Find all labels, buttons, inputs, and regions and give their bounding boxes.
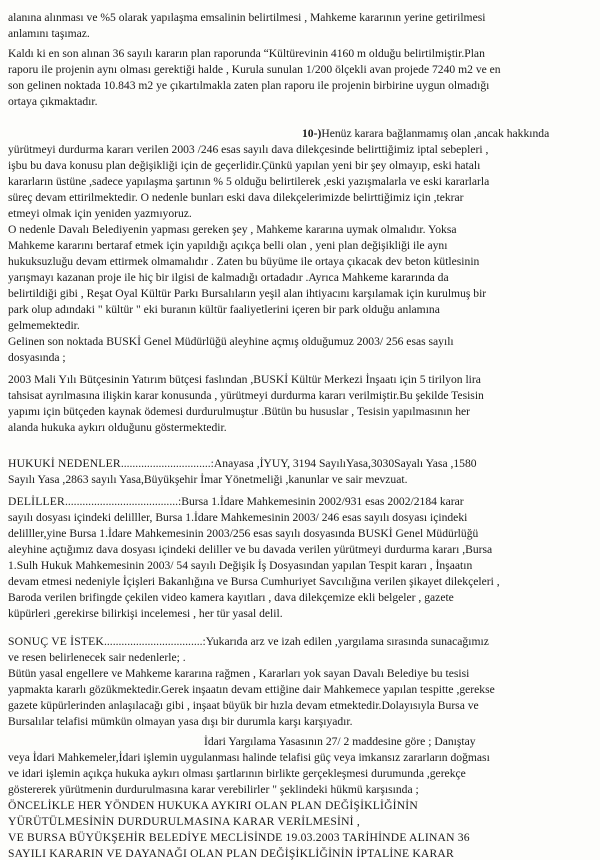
text-line: [8, 634, 592, 650]
text-line: Sayılı Yasa ,2863 sayılı Yasa,Büyükşehir İmar Yönetmeliği ,kanunlar ve sair mevzuat.: [8, 473, 408, 486]
law-article-paragraph: [8, 734, 592, 798]
text-line: Bütün yasal engellere ve Mahkeme kararına rağmen , Kararları yok sayan Davalı Belediye bu tesisi: [8, 667, 470, 680]
text-fragment: İdari Yargılama Yasasının 27/ 2 maddesine göre ; Danıştay: [204, 735, 476, 748]
text-line: süreç devam ettirilmektedir. O nedenle bunları eski dava dilekçelerimizde belirttiğimiz için ,tekrar: [8, 191, 464, 204]
text-line: aleyhine açtığımız dava dosyası içindeki deliller ve bu davada verilen yürütmeyi durdurma kararı ,Bursa: [8, 543, 493, 556]
text-line: delilller,yine Bursa 1.İdare Mahkemesinin 2003/256 esas sayılı dosyasında BUSKİ Genel Müdürlüğü: [8, 527, 479, 540]
text-line: Baroda verilen brifingde çekilen video kamera kayıtları , dava dilekçemize ekli belgeler , gazete: [8, 591, 454, 604]
paragraph-6: [8, 372, 592, 436]
final-request: [8, 798, 592, 860]
text-line: ortaya çıkmaktadır.: [8, 95, 98, 108]
text-line: tahsisat ayrılmasına ilişkin karar konusunda , yürütmeyi durdurma kararı verilmiştir.Bu şekilde Tesisin: [8, 389, 484, 402]
text-line: Kaldı ki en son alınan 36 sayılı kararın plan raporunda “Kültürevinin 4160 m olduğu belirtilmiştir.Plan: [8, 47, 485, 60]
leader-dots: ..................................: [104, 635, 203, 648]
text-fragment: :Anayasa ,İYUY, 3194 SayılıYasa,3030Sayalı Yasa ,1580: [210, 457, 477, 470]
paragraph-2: [8, 46, 592, 110]
paragraph-4: [8, 222, 592, 334]
text-line: devam etmesi nedeniyle İçişleri Bakanlığına ve Bursa Cumhuriyet Savcılığına verilen şikayet dilekçeleri ,: [8, 575, 500, 588]
text-line: Bursalılar telafisi mümkün olmayan yasa dışı bir durumla karşı karşıyadır.: [8, 715, 353, 728]
text-line: göstererek yürütmenin durdurulmasına karar verebilirler " şeklindeki hükmü karşısında ;: [8, 783, 419, 796]
text-line: park olup adındaki " kültür " eki buranın kültür faaliyetlerini içeren bir park olduğu anlamına: [8, 303, 440, 316]
text-line: alanda hukuka aykırı olduğunu göstermektedir.: [8, 421, 227, 434]
text-line: O nedenle Davalı Belediyenin yapması gereken şey , Mahkeme kararına uymak olmalıdır. Yoksa: [8, 223, 457, 236]
section-heading: DELİLLER: [8, 495, 65, 508]
text-line: etmeyi olmak için yeniden yazmıyoruz.: [8, 207, 192, 220]
text-line: ve idari işlemin açıkça hukuka aykırı olması şartlarının birlikte gerçekleşmesi durumunda ,gerekçe: [8, 767, 466, 780]
text-line: ve resen belirlenecek sair nedenlerle; .: [8, 651, 186, 664]
section-heading: SONUÇ VE İSTEK: [8, 635, 104, 648]
text-line: alanına alınması ve %5 olarak yapılaşma emsalinin belirtilmesi , Mahkeme kararının yerine getirilmesi: [8, 11, 486, 24]
text-line: hukuksuzluğu devam ettirmek olmamalıdır . Zaten bu büyüme ile ortaya çıkacak dev beton kütlesinin: [8, 255, 480, 268]
text-line: yapımı için bütçeden kaynak ödemesi durdurulmuştur .Bütün bu hususlar , Tesisin yapılmasının her: [8, 405, 471, 418]
text-line: [8, 456, 592, 472]
text-line: [8, 734, 592, 750]
text-line: 1.Sulh Hukuk Mahkemesinin 2003/ 54 sayılı Değişik İş Dosyasından yapılan Tespit kararı , İnşaatın: [8, 559, 473, 572]
text-line: gelmemektedir.: [8, 319, 80, 332]
text-line: veya İdari Mahkemeler,İdari işlemin uygulanması halinde telafisi güç veya imkansız zararların doğması: [8, 751, 490, 764]
text-line: Mahkeme kararını bertaraf etmek için yapıldığı açıkça belli olan , yeni plan değişikliği ile aynı: [8, 239, 448, 252]
text-line: yürütmeyi durdurma kararı verilen 2003 /246 esas sayılı dava dilekçesinde belirttiğimiz iptal sebepleri ,: [8, 143, 489, 156]
text-line: raporu ile projenin aynı olması gerektiği halde , Kurula sunulan 1/200 ölçekli avan projede 7240 m2 ve en: [8, 63, 501, 76]
text-line: YÜRÜTÜLMESİNİN DURDURULMASINA KARAR VERİLMESİNİ ,: [8, 815, 360, 828]
leader-dots: ...............................: [120, 457, 211, 470]
text-line: SAYILI KARARIN VE DAYANAĞI OLAN PLAN DEĞİŞİKLİĞİNİN İPTALİNE KARAR: [8, 847, 454, 860]
text-line: [8, 494, 592, 510]
leader-dots: .......................................: [64, 495, 179, 508]
text-line: VE BURSA BÜYÜKŞEHİR BELEDİYE MECLİSİNDE 19.03.2003 TARİHİNDE ALINAN 36: [8, 831, 470, 844]
section-heading: HUKUKİ NEDENLER: [8, 457, 121, 470]
paragraph-3: [8, 126, 592, 222]
text-line: 2003 Mali Yılı Bütçesinin Yatırım bütçesi faslından ,BUSKİ Kültür Merkezi İnşaatı için 5 tirilyon lira: [8, 373, 481, 386]
text-fragment: Henüz karara bağlanmamış olan ,ancak hakkında: [321, 127, 550, 140]
text-line: yarışmayı kazanan proje ile hiç bir ilgisi de kalmadığı ortadadır .Ayrıca Mahkeme kararında da: [8, 271, 449, 284]
text-line: kararların üstüne ,sadece yapılaşma şartının % 5 olduğu belirtilerek ,eski yazışmalarla ve eski kararlarla: [8, 175, 490, 188]
text-line: belirtildiği gibi , Reşat Oyal Kültür Parkı Bursalıların yeşil alan ihtiyacını karşılamak için kurulmuş bir: [8, 287, 487, 300]
conclusion-section: [8, 634, 592, 730]
evidence-section: [8, 494, 592, 622]
text-line: [8, 126, 592, 142]
text-line: anlamını taşımaz.: [8, 27, 90, 40]
legal-grounds-section: [8, 456, 592, 488]
text-line: sayılı dosyası içindeki delilller, Bursa 1.İdare Mahkemesinin 2003/ 246 esas sayılı dosyası içindeki: [8, 511, 468, 524]
text-line: yapmakta kararlı gözükmektedir.Gerek inşaatın devam ettiğine dair Mahkemece yapılan tespitte ,gerekse: [8, 683, 495, 696]
text-line: işbu bu dava konusu plan değişikliği için de geçerlidir.Çünkü yapılan yeni bir şey olmayıp, eski hatalı: [8, 159, 481, 172]
text-line: gazete küpürlerinden anlaşılacağı gibi , inşaat büyük bir hızla devam etmektedir.Dolayısıyla Bursa ve: [8, 699, 479, 712]
text-line: küpürleri ,gerekirse bilirkişi incelemesi , her tür yasal delil.: [8, 607, 283, 620]
text-line: Gelinen son noktada BUSKİ Genel Müdürlüğü aleyhine açmış olduğumuz 2003/ 256 esas sayılı: [8, 335, 454, 348]
section-number: 10-): [302, 127, 322, 140]
paragraph-5: [8, 334, 592, 366]
text-fragment: :Yukarıda arz ve izah edilen ,yargılama sırasında sunacağımız: [202, 635, 489, 648]
text-line: son gelinen noktada 10.843 m2 ye çıkartılmakla zaten plan raporu ile projenin birbirine uygun olmadığı: [8, 79, 490, 92]
text-fragment: :Bursa 1.İdare Mahkemesinin 2002/931 esas 2002/2184 karar: [178, 495, 464, 508]
text-line: dosyasında ;: [8, 351, 66, 364]
paragraph-1: [8, 10, 592, 42]
text-line: ÖNCELİKLE HER YÖNDEN HUKUKA AYKIRI OLAN PLAN DEĞİŞİKLİĞİNİN: [8, 799, 418, 812]
